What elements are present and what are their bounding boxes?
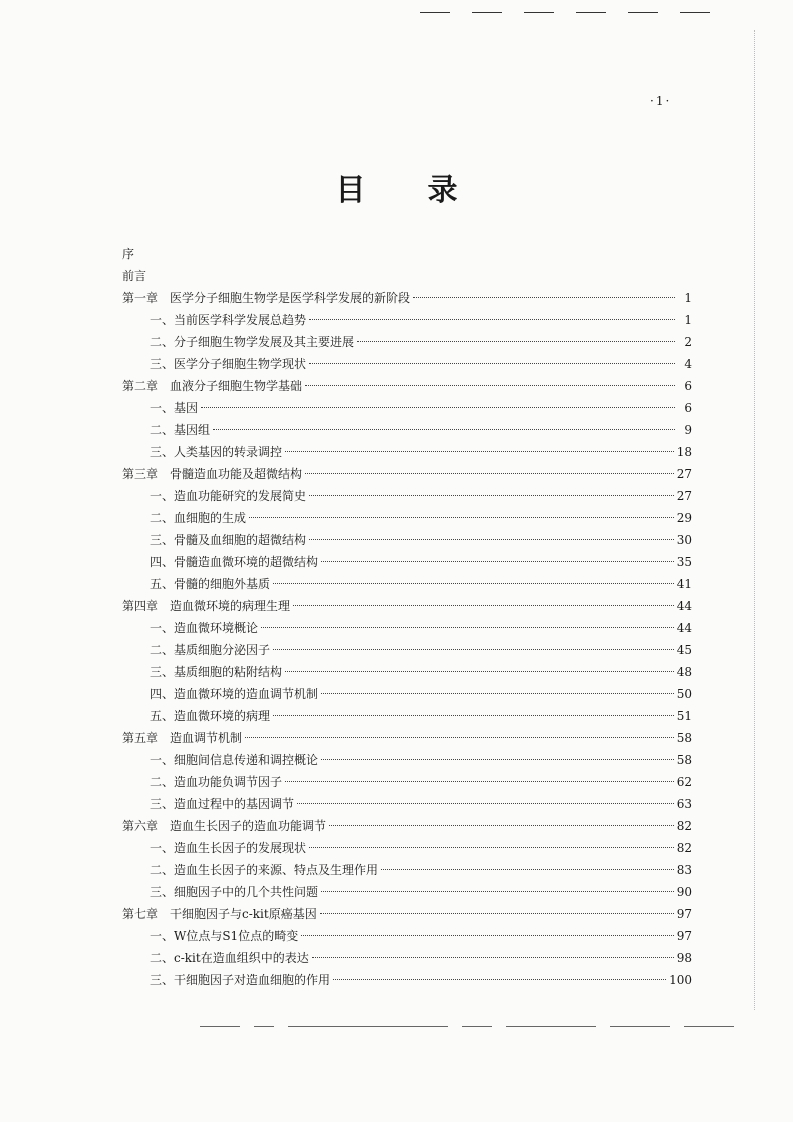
toc-entry-title: 一、细胞间信息传递和调控概论 — [150, 753, 319, 767]
front-matter-preface: 序 — [122, 247, 135, 261]
toc-entry-title: 三、人类基因的转录调控 — [150, 445, 283, 459]
toc-page-number: 44 — [676, 621, 692, 635]
toc-page-number: 18 — [676, 445, 692, 459]
toc-entry-title: 一、造血微环境概论 — [150, 621, 259, 635]
toc-section-entry[interactable] — [122, 969, 692, 991]
toc-entry-title: 一、基因 — [150, 401, 199, 415]
toc-entry-title: 二、基因组 — [150, 423, 211, 437]
toc-section-entry[interactable] — [122, 793, 692, 815]
toc-leader-dots — [309, 494, 674, 496]
toc-page-number: 58 — [676, 731, 692, 745]
front-matter-foreword: 前言 — [122, 269, 147, 283]
toc-page-number: 6 — [684, 379, 692, 393]
toc-entry-title: 二、c-kit在造血组织中的表达 — [150, 951, 309, 965]
toc-leader-dots — [309, 362, 675, 364]
toc-section-entry[interactable] — [122, 529, 692, 551]
toc-entry-title: 二、血细胞的生成 — [150, 511, 247, 525]
toc-leader-dots — [321, 692, 674, 694]
toc-section-entry[interactable] — [122, 705, 692, 727]
toc-page-number: 83 — [676, 863, 692, 877]
toc-page-number: 44 — [676, 599, 692, 613]
toc-leader-dots — [321, 560, 674, 562]
toc-page-number: 48 — [676, 665, 692, 679]
toc-entry-title: 三、基质细胞的粘附结构 — [150, 665, 283, 679]
toc-page-number: 35 — [676, 555, 692, 569]
toc-section-entry[interactable] — [122, 881, 692, 903]
toc-chapter-entry[interactable] — [122, 595, 692, 617]
toc-section-entry[interactable] — [122, 507, 692, 529]
toc-page-number: 82 — [676, 819, 692, 833]
toc-entry-title: 五、造血微环境的病理 — [150, 709, 271, 723]
toc-entry-title: 第四章 造血微环境的病理生理 — [122, 599, 291, 613]
toc-page-number: 4 — [684, 357, 692, 371]
toc-page-number: 6 — [684, 401, 692, 415]
toc-page-number: 27 — [676, 489, 692, 503]
toc-entry-title: 三、干细胞因子对造血细胞的作用 — [150, 973, 331, 987]
toc-page-number: 29 — [676, 511, 692, 525]
toc-page-number: 1 — [684, 291, 692, 305]
toc-section-entry[interactable] — [122, 485, 692, 507]
toc-leader-dots — [213, 428, 675, 430]
toc-section-entry[interactable] — [122, 441, 692, 463]
toc-leader-dots — [201, 406, 675, 408]
toc-entry-title: 第一章 医学分子细胞生物学是医学科学发展的新阶段 — [122, 291, 411, 305]
toc-page-number: 97 — [676, 907, 692, 921]
toc-section-entry[interactable] — [122, 309, 692, 331]
toc-entry-title: 第五章 造血调节机制 — [122, 731, 243, 745]
toc-leader-dots — [305, 384, 675, 386]
toc-section-entry[interactable] — [122, 419, 692, 441]
toc-page-number: 82 — [676, 841, 692, 855]
toc-leader-dots — [297, 802, 674, 804]
toc-leader-dots — [309, 846, 674, 848]
toc-section-entry[interactable] — [122, 617, 692, 639]
toc-section-entry[interactable] — [122, 749, 692, 771]
toc-leader-dots — [301, 934, 674, 936]
toc-entry-title: 三、骨髓及血细胞的超微结构 — [150, 533, 307, 547]
toc-chapter-entry[interactable] — [122, 463, 692, 485]
toc-leader-dots — [285, 450, 674, 452]
toc-section-entry[interactable] — [122, 573, 692, 595]
toc-entry-title: 二、造血功能负调节因子 — [150, 775, 283, 789]
toc-entry-title: 第二章 血液分子细胞生物学基础 — [122, 379, 303, 393]
toc-leader-dots — [305, 472, 674, 474]
toc-leader-dots — [312, 956, 674, 958]
toc-section-entry[interactable] — [122, 837, 692, 859]
toc-page-number: 9 — [684, 423, 692, 437]
toc-page-number: 45 — [676, 643, 692, 657]
toc-leader-dots — [333, 978, 666, 980]
toc-section-entry[interactable] — [122, 397, 692, 419]
toc-leader-dots — [413, 296, 675, 298]
toc-section-entry[interactable] — [122, 639, 692, 661]
toc-leader-dots — [285, 670, 674, 672]
toc-page-number: 58 — [676, 753, 692, 767]
toc-section-entry[interactable] — [122, 661, 692, 683]
toc-section-entry[interactable] — [122, 683, 692, 705]
toc-entry-title: 一、造血生长因子的发展现状 — [150, 841, 307, 855]
toc-section-entry[interactable] — [122, 771, 692, 793]
toc-page-number: 27 — [676, 467, 692, 481]
page-title: 目录 — [335, 173, 520, 208]
toc-page-number: 51 — [676, 709, 692, 723]
toc-entry-title: 三、细胞因子中的几个共性问题 — [150, 885, 319, 899]
toc-page-number: 100 — [669, 973, 692, 987]
toc-leader-dots — [261, 626, 674, 628]
toc-leader-dots — [293, 604, 674, 606]
bottom-scan-line — [200, 1024, 740, 1028]
toc-leader-dots — [321, 758, 674, 760]
toc-leader-dots — [273, 648, 674, 650]
toc-page-number: 30 — [676, 533, 692, 547]
toc-section-entry[interactable] — [122, 353, 692, 375]
toc-page-number: 41 — [676, 577, 692, 591]
toc-entry-title: 三、造血过程中的基因调节 — [150, 797, 295, 811]
toc-page-number: 62 — [676, 775, 692, 789]
toc-entry-title: 第七章 干细胞因子与c-kit原癌基因 — [122, 907, 317, 921]
toc-entry-title: 一、W位点与S1位点的畸变 — [150, 929, 299, 943]
toc-leader-dots — [285, 780, 674, 782]
toc-entry-title: 二、分子细胞生物学发展及其主要进展 — [150, 335, 355, 349]
toc-entry-title: 第六章 造血生长因子的造血功能调节 — [122, 819, 327, 833]
toc-leader-dots — [273, 582, 674, 584]
toc-section-entry[interactable] — [122, 859, 692, 881]
toc-entry-title: 二、基质细胞分泌因子 — [150, 643, 271, 657]
toc-leader-dots — [309, 538, 674, 540]
toc-chapter-entry[interactable] — [122, 815, 692, 837]
toc-chapter-entry[interactable] — [122, 727, 692, 749]
toc-section-entry[interactable] — [122, 947, 692, 969]
toc-entry-title: 四、造血微环境的造血调节机制 — [150, 687, 319, 701]
toc-chapter-entry[interactable] — [122, 287, 692, 309]
toc-entry-title: 一、造血功能研究的发展简史 — [150, 489, 307, 503]
toc-page-number: 63 — [676, 797, 692, 811]
page-number: ·1· — [650, 94, 672, 108]
toc-leader-dots — [381, 868, 674, 870]
toc-leader-dots — [321, 890, 674, 892]
toc-leader-dots — [320, 912, 674, 914]
toc-chapter-entry[interactable] — [122, 903, 692, 925]
toc-entry-title: 一、当前医学科学发展总趋势 — [150, 313, 307, 327]
toc-leader-dots — [249, 516, 674, 518]
toc-page-number: 97 — [676, 929, 692, 943]
toc-page-number: 2 — [684, 335, 692, 349]
toc-entry-title: 五、骨髓的细胞外基质 — [150, 577, 271, 591]
table-of-contents — [122, 243, 692, 991]
toc-leader-dots — [309, 318, 675, 320]
toc-section-entry[interactable] — [122, 925, 692, 947]
toc-chapter-entry[interactable] — [122, 375, 692, 397]
toc-page-number: 50 — [676, 687, 692, 701]
toc-section-entry[interactable] — [122, 551, 692, 573]
toc-leader-dots — [273, 714, 674, 716]
toc-leader-dots — [245, 736, 674, 738]
toc-section-entry[interactable] — [122, 331, 692, 353]
toc-page-number: 1 — [684, 313, 692, 327]
toc-entry-title: 三、医学分子细胞生物学现状 — [150, 357, 307, 371]
toc-page-number: 98 — [676, 951, 692, 965]
toc-entry-title: 二、造血生长因子的来源、特点及生理作用 — [150, 863, 379, 877]
toc-leader-dots — [357, 340, 675, 342]
toc-leader-dots — [329, 824, 674, 826]
toc-entry-title: 第三章 骨髓造血功能及超微结构 — [122, 467, 303, 481]
toc-page-number: 90 — [676, 885, 692, 899]
toc-entry-title: 四、骨髓造血微环境的超微结构 — [150, 555, 319, 569]
top-border-dashes — [420, 12, 750, 24]
